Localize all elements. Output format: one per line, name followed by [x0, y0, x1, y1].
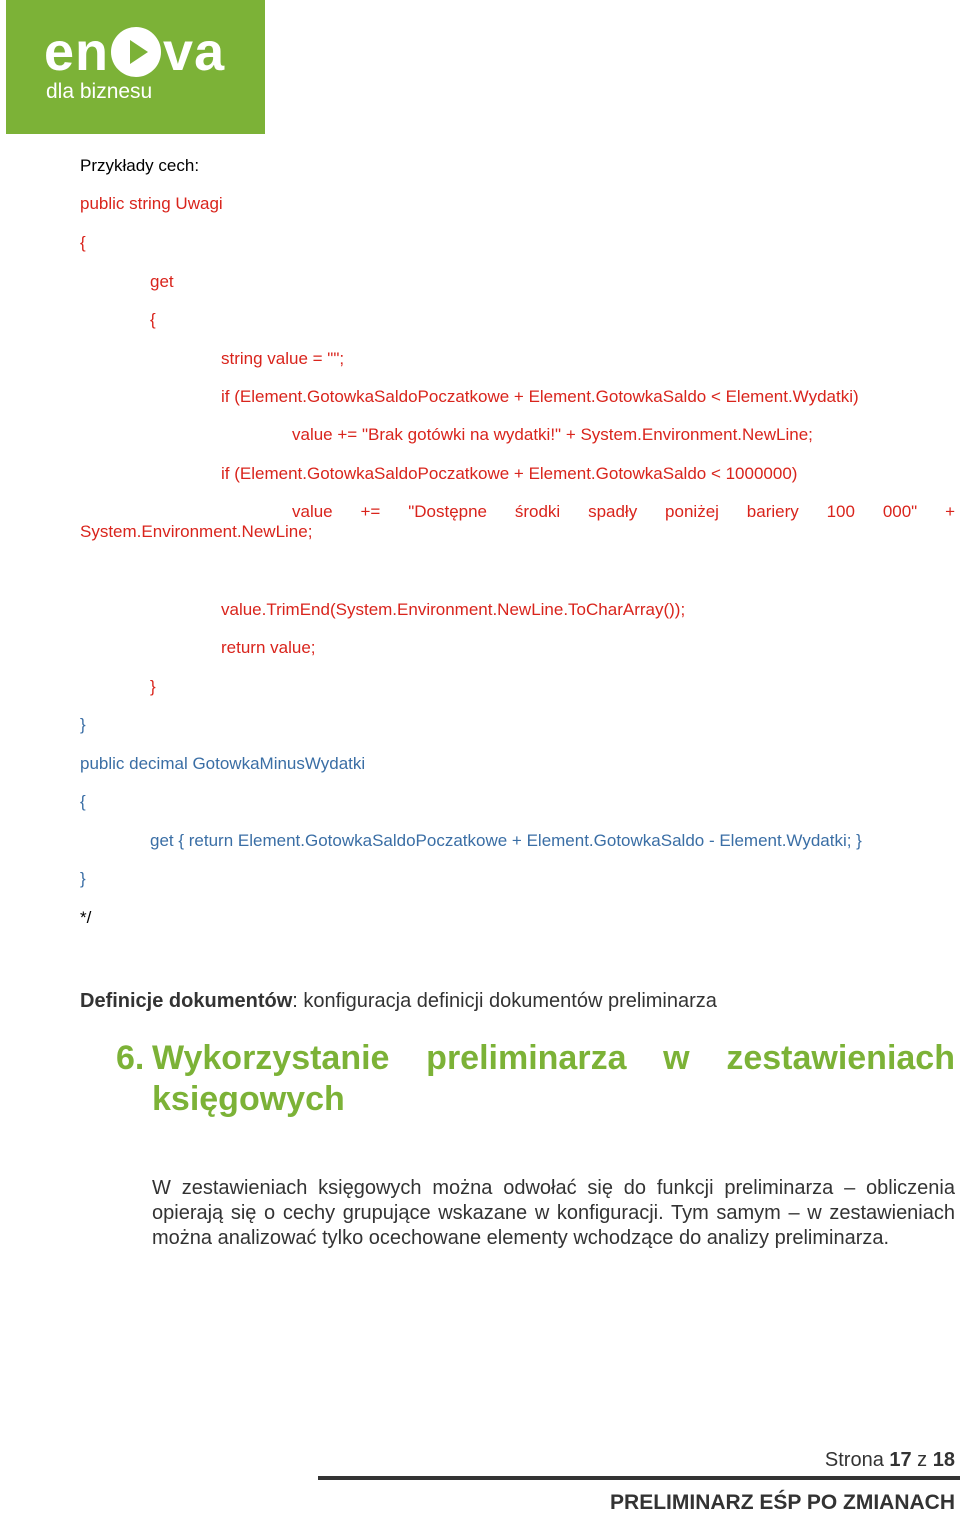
- code-line: get: [150, 272, 174, 291]
- code-line: public string Uwagi: [80, 194, 223, 213]
- code-line: }: [80, 715, 86, 734]
- code-line: {: [80, 792, 86, 811]
- section-number: 6.: [116, 1039, 145, 1077]
- logo-wordmark: [44, 22, 225, 82]
- code-line: if (Element.GotowkaSaldoPoczatkowe + Element.GotowkaSaldo < Element.Wydatki): [221, 387, 859, 406]
- code-line: value += "Brak gotówki na wydatki!" + System.Environment.NewLine;: [292, 425, 813, 444]
- code-line: }: [150, 677, 156, 696]
- code-line: System.Environment.NewLine;: [80, 522, 313, 541]
- play-circle-icon: [111, 27, 161, 77]
- page-prefix: Strona: [824, 1449, 890, 1471]
- code-intro: Przykłady cech:: [80, 156, 200, 175]
- code-line: {: [80, 233, 86, 252]
- code-line: }: [80, 869, 86, 888]
- definitions-rest: : konfiguracja definicji dokumentów preliminarza: [292, 990, 717, 1012]
- section-heading: [152, 1038, 955, 1120]
- code-line: value += "Dostępne środki spadły poniżej bariery 100 000" +: [292, 502, 955, 521]
- footer-divider: [318, 1476, 960, 1480]
- logo-text-left: en: [44, 22, 110, 82]
- code-line: return value;: [221, 638, 316, 657]
- page-number: [825, 1448, 955, 1472]
- page-total: 18: [932, 1449, 955, 1471]
- section-paragraph: W zestawieniach księgowych można odwołać się do funkcji preliminarza – obliczenia opierają się o cechy grupujące wskazane w konfiguracji. Tym samym – w zestawieniach można analizować tylko ocechowane elementy wchodzące do analizy preliminarza.: [152, 1177, 955, 1249]
- logo-text-right: va: [163, 22, 226, 82]
- page-current: 17: [889, 1449, 912, 1471]
- definitions-bold: Definicje dokumentów: [80, 990, 293, 1012]
- section-title-line2: księgowych: [152, 1080, 345, 1118]
- footer-doc-title: PRELIMINARZ EŚP PO ZMIANACH: [610, 1491, 955, 1514]
- page-mid: z: [911, 1449, 933, 1471]
- code-line: string value = "";: [221, 349, 345, 368]
- code-line: get { return Element.GotowkaSaldoPoczatkowe + Element.GotowkaSaldo - Element.Wydatki; }: [150, 831, 862, 850]
- enova-logo: [6, 0, 265, 134]
- code-line: {: [150, 310, 156, 329]
- logo-subtitle: dla biznesu: [46, 80, 153, 103]
- definitions-line: [80, 989, 717, 1013]
- code-line: */: [80, 908, 92, 927]
- code-line: public decimal GotowkaMinusWydatki: [80, 754, 366, 773]
- section-title-line1: Wykorzystanie preliminarza w zestawieniach: [152, 1039, 955, 1077]
- code-line: if (Element.GotowkaSaldoPoczatkowe + Element.GotowkaSaldo < 1000000): [221, 464, 798, 483]
- code-line: value.TrimEnd(System.Environment.NewLine.ToCharArray());: [221, 600, 686, 619]
